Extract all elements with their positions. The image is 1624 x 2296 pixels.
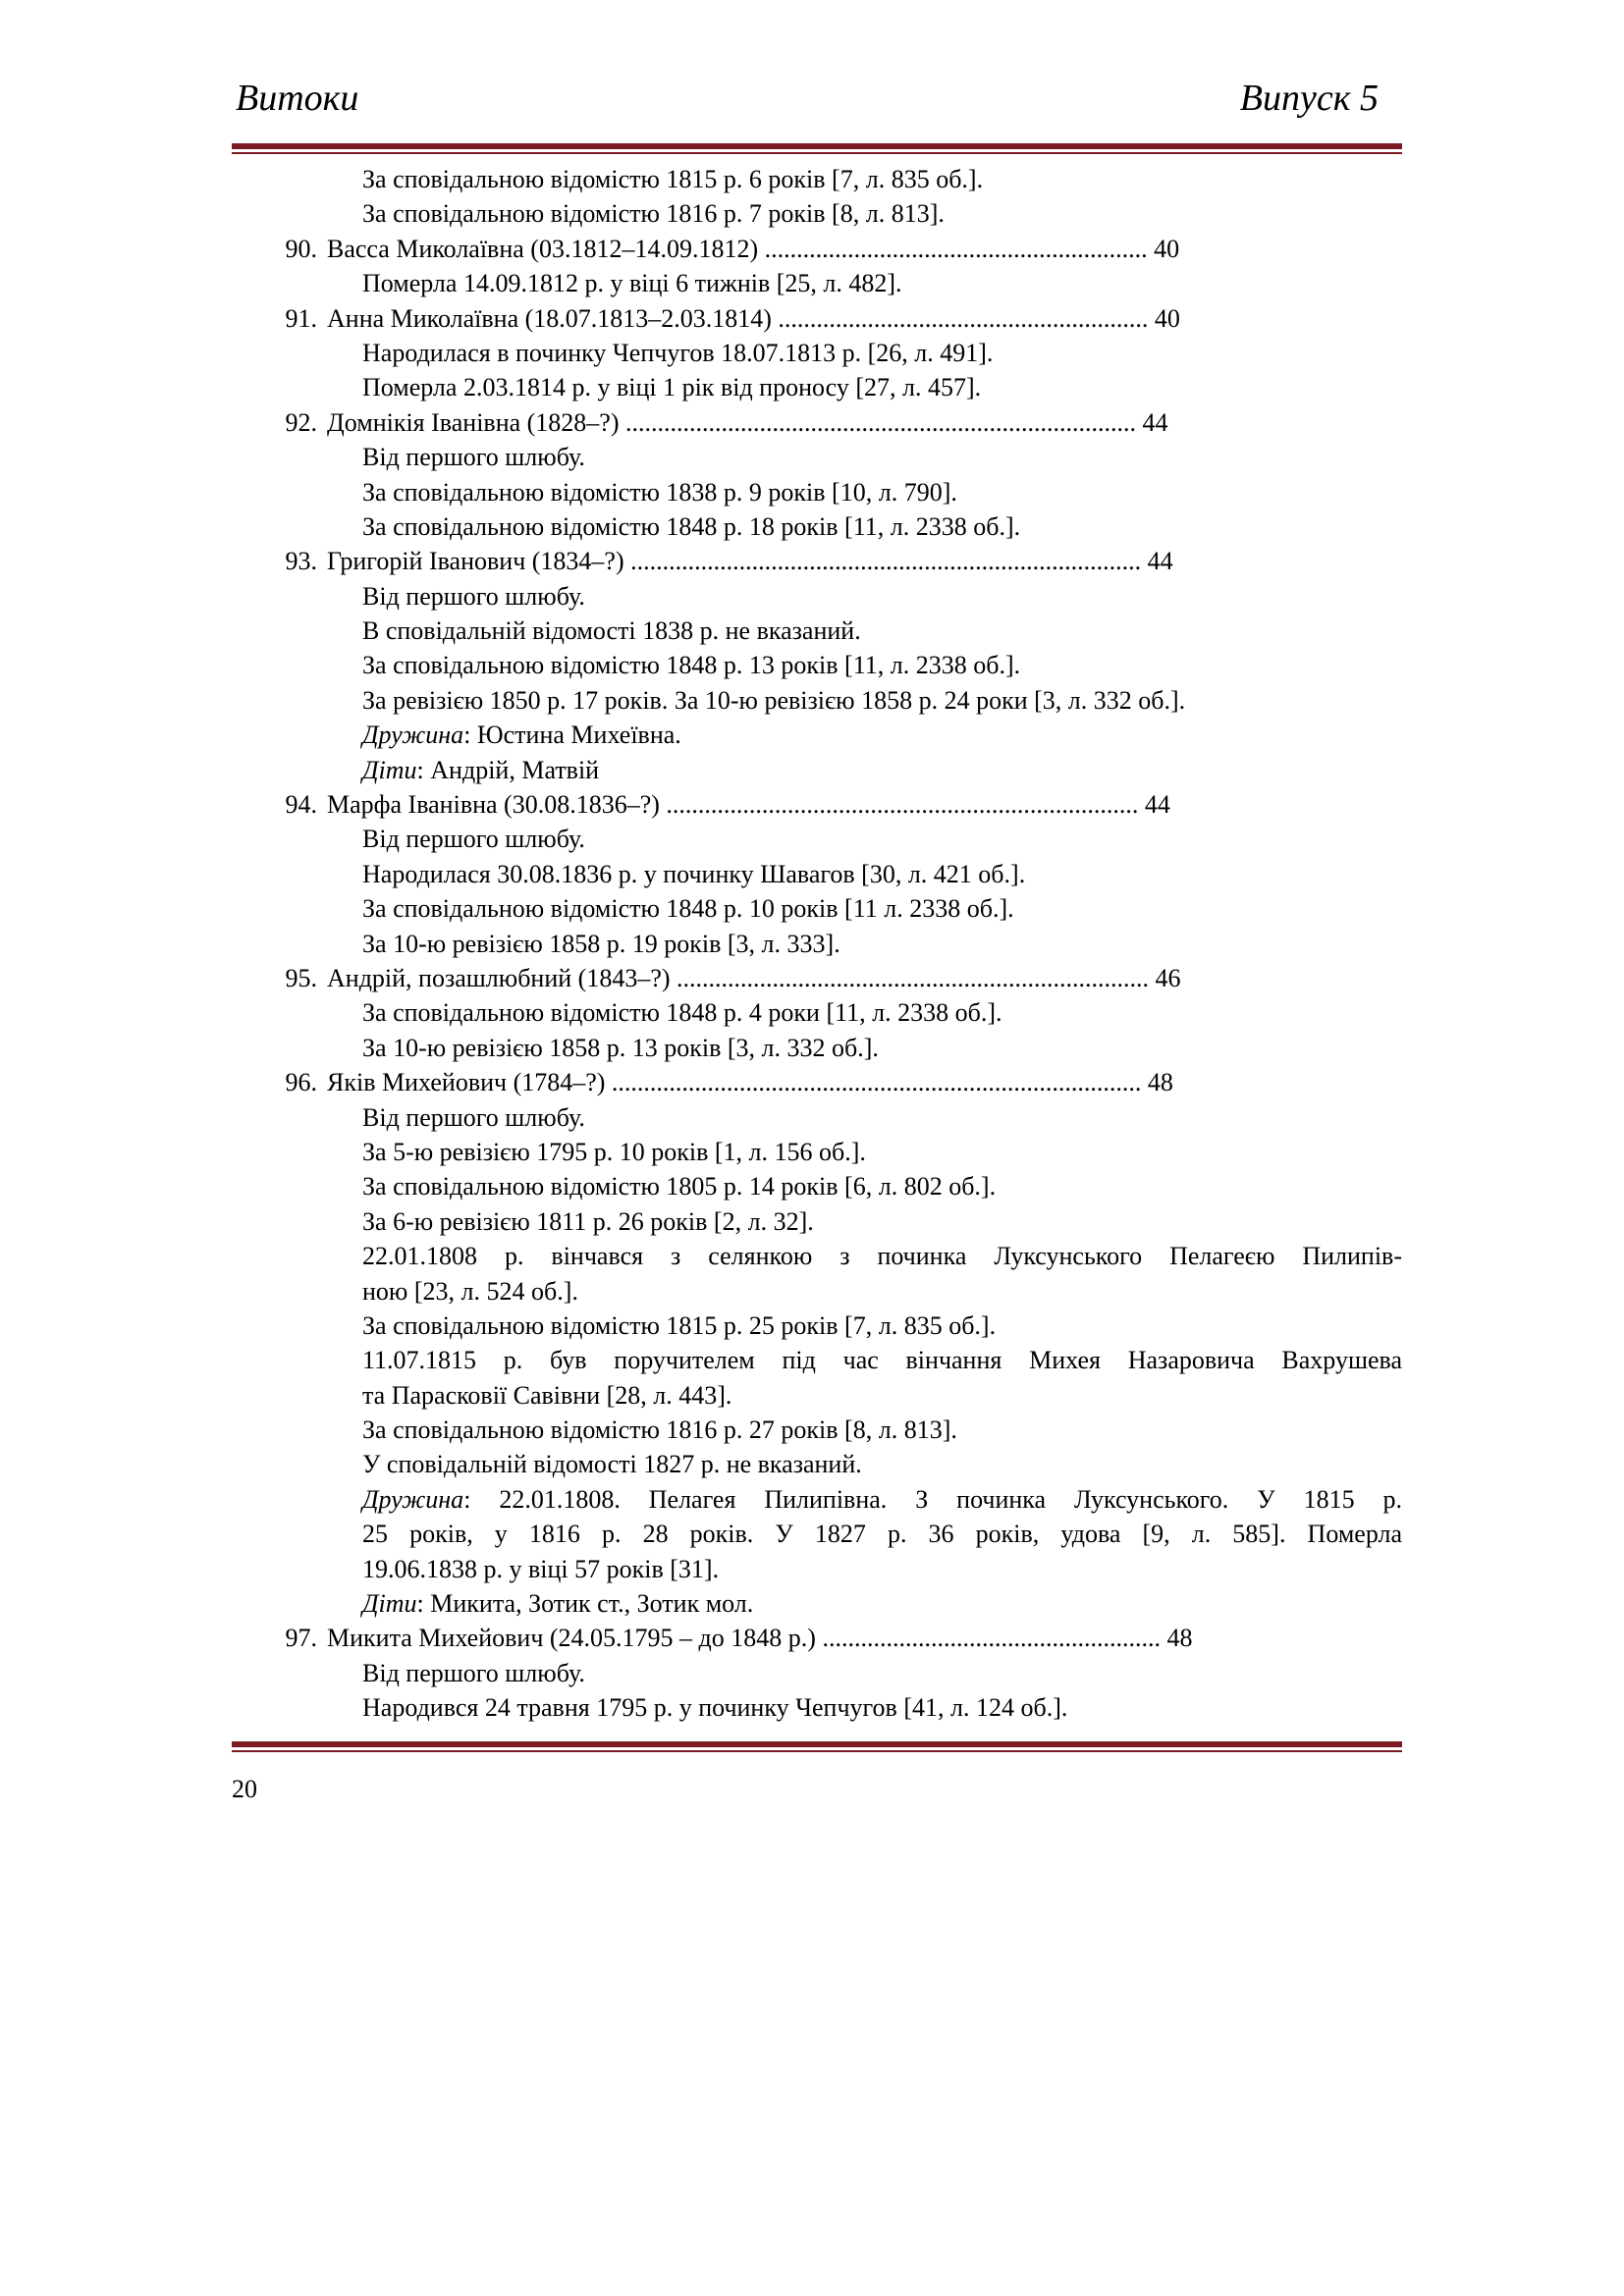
page-header (232, 67, 1392, 135)
entry-detail-line: За ревізією 1850 р. 17 років. За 10-ю ревізією 1858 р. 24 роки [3, л. 332 об.]. (362, 685, 1186, 715)
entry-detail-line: та Парасковії Савівни [28, л. 443]. (362, 1380, 732, 1410)
justified-text: 22.01.1808 р. вінчався з селянкою з починка Луксунського Пелагеєю Пилипів- (362, 1242, 1402, 1271)
entry-heading (232, 544, 1402, 578)
entry-title: Григорій Іванович (1834–?) ................................................................................ 44 (327, 547, 1173, 576)
entry-number: 90. (285, 234, 317, 263)
entry-heading (232, 1621, 1402, 1655)
entry-number: 92. (285, 407, 317, 437)
header-rule (232, 143, 1402, 154)
entry-heading (232, 232, 1402, 266)
entry-detail-line: За сповідальною відомістю 1848 р. 10 років [11 л. 2338 об.]. (362, 894, 1014, 924)
entry-heading (232, 787, 1402, 822)
entry-title: Андрій, позашлюбний (1843–?) .......................................................................... 46 (327, 963, 1181, 992)
entry-detail-line: За сповідальною відомістю 1816 р. 27 років [8, л. 813]. (362, 1415, 957, 1445)
journal-title: Витоки (236, 78, 359, 119)
entry-detail-line: Від першого шлюбу. (362, 1658, 585, 1687)
entry-number: 94. (285, 790, 317, 820)
entry-heading (232, 301, 1402, 336)
entry-detail-line: Від першого шлюбу. (362, 581, 585, 611)
entry-detail-line: У сповідальній відомості 1827 р. не вказаний. (362, 1450, 862, 1479)
entry-detail-line: Померла 2.03.1814 р. у віці 1 рік від проносу [27, л. 457]. (362, 373, 982, 402)
relation-label: Дружина (362, 1484, 464, 1514)
entry-relation-line (232, 1586, 1402, 1621)
entry-detail-line: За 6-ю ревізією 1811 р. 26 років [2, л. 32]. (362, 1206, 814, 1236)
entry-detail-line: За сповідальною відомістю 1815 р. 6 років [7, л. 835 об.]. (362, 165, 984, 193)
entry-relation-line (232, 753, 1402, 787)
entry-title: Васса Миколаївна (03.1812–14.09.1812) ............................................................ 40 (327, 234, 1180, 263)
entry-detail-line: 19.06.1838 р. у віці 57 років [31]. (362, 1554, 720, 1583)
entry-detail-line: За сповідальною відомістю 1848 р. 13 років [11, л. 2338 об.]. (362, 651, 1021, 680)
entry-detail-line: Народилася в починку Чепчугов 18.07.1813 р. [26, л. 491]. (362, 338, 994, 367)
page-body (232, 162, 1402, 1726)
entry-detail-line: За сповідальною відомістю 1816 р. 7 років [8, л. 813]. (362, 199, 945, 229)
entry-detail-line: Від першого шлюбу. (362, 1102, 585, 1132)
entry-number: 97. (285, 1624, 317, 1653)
entry-detail-line: За 10-ю ревізією 1858 р. 19 років [3, л. 333]. (362, 929, 840, 958)
relation-label: Діти (362, 1589, 417, 1619)
entry-title: Анна Миколаївна (18.07.1813–2.03.1814) .......................................................... 40 (327, 303, 1180, 333)
entry-justified-line (232, 1239, 1402, 1273)
entry-detail-line: ною [23, л. 524 об.]. (362, 1276, 578, 1306)
entry-detail-line: За сповідальною відомістю 1848 р. 4 роки [11, л. 2338 об.]. (362, 998, 1002, 1028)
entry-detail-line: За сповідальною відомістю 1815 р. 25 років [7, л. 835 об.]. (362, 1310, 997, 1340)
relation-text: : Андрій, Матвій (416, 755, 600, 784)
entry-detail-line: Від першого шлюбу. (362, 443, 585, 472)
entry-title: Марфа Іванівна (30.08.1836–?) .......................................................................... 44 (327, 790, 1170, 820)
entry-title: Микита Михейович (24.05.1795 – до 1848 р.) ..................................................... 48 (327, 1624, 1193, 1653)
justified-text: 11.07.1815 р. був поручителем під час вінчання Михея Назаровича Вахрушева (362, 1346, 1402, 1375)
relation-text: : Микита, Зотик ст., Зотик мол. (416, 1589, 754, 1619)
entry-heading (232, 961, 1402, 995)
entry-relation-line (232, 718, 1402, 752)
entry-detail-line: За сповідальною відомістю 1805 р. 14 років [6, л. 802 об.]. (362, 1172, 997, 1201)
entry-number: 95. (285, 963, 317, 992)
entry-detail-line: За 5-ю ревізією 1795 р. 10 років [1, л. 156 об.]. (362, 1137, 866, 1166)
footer-rule (232, 1741, 1402, 1752)
page-number: 20 (232, 1775, 257, 1803)
entry-title: Яків Михейович (1784–?) ................................................................................... 48 (327, 1068, 1173, 1097)
issue-number: Випуск 5 (1239, 78, 1379, 119)
entry-justified-line (232, 1343, 1402, 1377)
entry-detail-line: В сповідальній відомості 1838 р. не вказаний. (362, 616, 861, 646)
relation-label: Діти (362, 755, 417, 784)
justified-text: Дружина: 22.01.1808. Пелагея Пилипівна. З починка Луксунського. У 1815 р. (362, 1484, 1402, 1514)
entry-heading (232, 1065, 1402, 1099)
entry-detail-line: Померла 14.09.1812 р. у віці 6 тижнів [25, л. 482]. (362, 269, 902, 298)
entry-detail-line: За сповідальною відомістю 1848 р. 18 років [11, л. 2338 об.]. (362, 511, 1021, 541)
relation-text: : Юстина Михеївна. (463, 721, 681, 750)
entry-number: 93. (285, 547, 317, 576)
entry-justified-line (232, 1517, 1402, 1551)
entry-number: 96. (285, 1068, 317, 1097)
entry-number: 91. (285, 303, 317, 333)
entry-title: Домнікія Іванівна (1828–?) ................................................................................ 44 (327, 407, 1168, 437)
relation-label: Дружина (362, 721, 464, 750)
entry-detail-line: Народився 24 травня 1795 р. у починку Чепчугов [41, л. 124 об.]. (362, 1693, 1068, 1723)
entry-heading (232, 405, 1402, 440)
entry-detail-line: Народилася 30.08.1836 р. у починку Шавагов [30, л. 421 об.]. (362, 859, 1026, 888)
justified-text: 25 років, у 1816 р. 28 років. У 1827 р. 36 років, удова [9, л. 585]. Померла (362, 1520, 1402, 1549)
entry-detail-line: За 10-ю ревізією 1858 р. 13 років [3, л. 332 об.]. (362, 1033, 879, 1062)
entry-detail-line: За сповідальною відомістю 1838 р. 9 років [10, л. 790]. (362, 477, 957, 507)
entry-detail-line: Від першого шлюбу. (362, 825, 585, 854)
entry-justified-line (232, 1482, 1402, 1517)
